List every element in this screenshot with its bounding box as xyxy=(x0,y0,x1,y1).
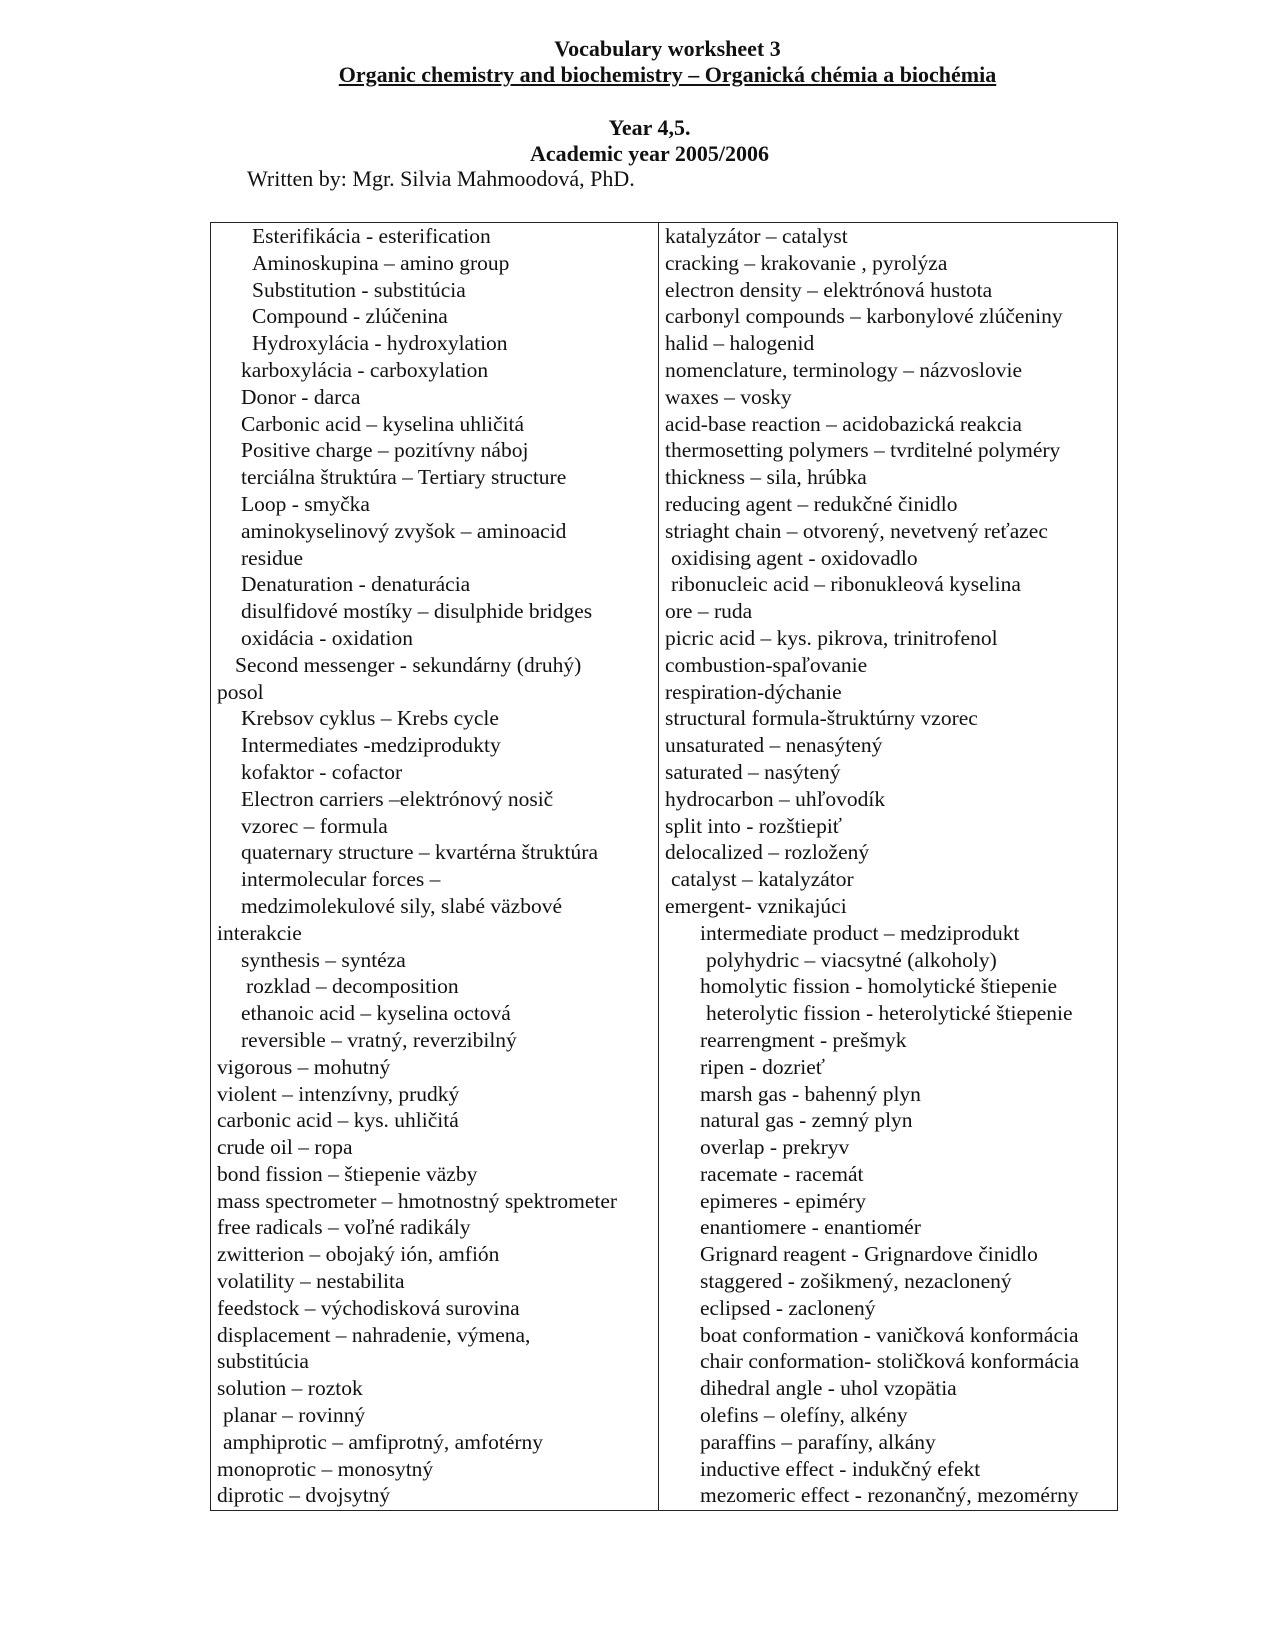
vocab-entry: ribonucleic acid – ribonukleová kyselina xyxy=(671,572,1021,597)
vocab-entry: vzorec – formula xyxy=(241,813,388,838)
vocab-entry: rearrengment - prešmyk xyxy=(700,1027,907,1052)
vocab-entry: natural gas - zemný plyn xyxy=(700,1108,913,1133)
vocab-entry: Krebsov cyklus – Krebs cycle xyxy=(241,706,499,731)
vocab-entry: saturated – nasýtený xyxy=(665,759,841,784)
left-column xyxy=(217,223,657,1509)
vocab-entry: enantiomere - enantiomér xyxy=(700,1215,921,1240)
author-line: Written by: Mgr. Silvia Mahmoodová, PhD. xyxy=(247,166,635,191)
vocab-entry: medzimolekulové sily, slabé väzbové xyxy=(241,893,563,918)
vocab-entry: ethanoic acid – kyselina octová xyxy=(241,1001,511,1026)
column-divider xyxy=(658,223,659,1510)
vocab-entry: volatility – nestabilita xyxy=(217,1269,405,1294)
vocab-entry: oxidising agent - oxidovadlo xyxy=(671,545,918,570)
vocab-entry: striaght chain – otvorený, nevetvený reťazec xyxy=(665,518,1048,543)
vocab-entry: staggered - zošikmený, nezaclonený xyxy=(700,1269,1012,1294)
vocab-entry: ore – ruda xyxy=(665,599,753,624)
vocab-entry: Substitution - substitúcia xyxy=(252,277,466,302)
vocab-entry: epimeres - epiméry xyxy=(700,1188,866,1213)
vocab-entry: homolytic fission - homolytické štiepenie xyxy=(700,974,1058,999)
vocab-entry: delocalized – rozložený xyxy=(665,840,870,865)
vocab-entry: racemate - racemát xyxy=(700,1161,864,1186)
vocab-entry: acid-base reaction – acidobazická reakcia xyxy=(665,411,1022,436)
vocab-entry: substitúcia xyxy=(217,1349,309,1374)
vocab-entry: boat conformation - vaničková konformácia xyxy=(700,1322,1079,1347)
vocab-entry: polyhydric – viacsytné (alkoholy) xyxy=(706,947,997,972)
vocab-entry: Intermediates -medziprodukty xyxy=(241,733,501,758)
vocab-entry: respiration-dýchanie xyxy=(665,679,842,704)
vocab-entry: synthesis – syntéza xyxy=(241,947,406,972)
vocab-entry: disulfidové mostíky – disulphide bridges xyxy=(241,599,593,624)
vocabulary-table xyxy=(210,222,1118,1511)
vocab-entry: interakcie xyxy=(217,920,302,945)
vocab-entry: unsaturated – nenasýtený xyxy=(665,733,883,758)
vocab-entry: residue xyxy=(241,545,304,570)
vocab-entry: intermediate product – medziprodukt xyxy=(700,920,1020,945)
vocab-entry: cracking – krakovanie , pyrolýza xyxy=(665,250,948,275)
vocab-entry: feedstock – východisková surovina xyxy=(217,1295,520,1320)
vocab-entry: Denaturation - denaturácia xyxy=(241,572,471,597)
vocab-entry: amphiprotic – amfiprotný, amfotérny xyxy=(223,1429,544,1454)
vocab-entry: intermolecular forces – xyxy=(241,867,441,892)
vocab-entry: mezomeric effect - rezonančný, mezomérny xyxy=(700,1483,1079,1508)
vocab-entry: olefins – olefíny, alkény xyxy=(700,1403,908,1428)
vocab-entry: quaternary structure – kvartérna štruktúra xyxy=(241,840,598,865)
vocab-entry: split into - rozštiepiť xyxy=(665,813,842,838)
vocab-entry: marsh gas - bahenný plyn xyxy=(700,1081,921,1106)
vocab-entry: posol xyxy=(217,679,264,704)
vocab-entry: emergent- vznikajúci xyxy=(665,893,847,918)
vocab-entry: electron density – elektrónová hustota xyxy=(665,277,993,302)
vocab-entry: carbonyl compounds – karbonylové zlúčeniny xyxy=(665,304,1063,329)
vocab-entry: Positive charge – pozitívny náboj xyxy=(241,438,529,463)
vocab-entry: overlap - prekryv xyxy=(700,1135,850,1160)
vocab-entry: thickness – sila, hrúbka xyxy=(665,465,867,490)
vocab-entry: katalyzátor – catalyst xyxy=(665,224,848,248)
right-column xyxy=(665,223,1117,1509)
vocab-entry: chair conformation- stoličková konformácia xyxy=(700,1349,1080,1374)
vocab-entry: Electron carriers –elektrónový nosič xyxy=(241,786,554,811)
vocab-entry: free radicals – voľné radikály xyxy=(217,1215,471,1240)
vocab-entry: bond fission – štiepenie väzby xyxy=(217,1161,478,1186)
vocab-entry: violent – intenzívny, prudký xyxy=(217,1081,460,1106)
vocab-entry: monoprotic – monosytný xyxy=(217,1456,434,1481)
vocab-entry: Hydroxylácia - hydroxylation xyxy=(252,331,508,356)
vocab-entry: dihedral angle - uhol vzopätia xyxy=(700,1376,957,1401)
vocab-entry: Donor - darca xyxy=(241,384,361,409)
vocab-entry: kofaktor - cofactor xyxy=(241,759,403,784)
vocab-entry: paraffins – parafíny, alkány xyxy=(700,1429,936,1454)
vocab-entry: oxidácia - oxidation xyxy=(241,625,413,650)
vocab-entry: reducing agent – redukčné činidlo xyxy=(665,491,958,516)
vocab-entry: hydrocarbon – uhľovodík xyxy=(665,786,886,811)
vocab-entry: crude oil – ropa xyxy=(217,1135,353,1160)
vocab-entry: aminokyselinový zvyšok – aminoacid xyxy=(241,518,567,543)
vocab-entry: terciálna štruktúra – Tertiary structure xyxy=(241,465,567,490)
worksheet-subtitle: Organic chemistry and biochemistry – Organická chémia a biochémia xyxy=(338,62,997,87)
vocab-entry: nomenclature, terminology – názvoslovie xyxy=(665,357,1023,382)
vocab-entry: thermosetting polymers – tvrditelné polyméry xyxy=(665,438,1061,463)
vocab-entry: vigorous – mohutný xyxy=(217,1054,391,1079)
vocab-entry: inductive effect - indukčný efekt xyxy=(700,1456,981,1481)
vocab-entry: structural formula-štruktúrny vzorec xyxy=(665,706,978,731)
vocab-entry: planar – rovinný xyxy=(223,1403,366,1428)
vocab-entry: carbonic acid – kys. uhličitá xyxy=(217,1108,459,1133)
vocab-entry: Loop - smyčka xyxy=(241,491,370,516)
year-label: Year 4,5. xyxy=(608,115,691,140)
vocab-entry: Esterifikácia - esterification xyxy=(252,224,491,248)
vocab-entry: ripen - dozrieť xyxy=(700,1054,825,1079)
vocab-entry: eclipsed - zaclonený xyxy=(700,1295,876,1320)
vocab-entry: waxes – vosky xyxy=(665,384,792,409)
vocab-entry: reversible – vratný, reverzibilný xyxy=(241,1027,517,1052)
vocab-entry: halid – halogenid xyxy=(665,331,815,356)
vocab-entry: Second messenger - sekundárny (druhý) xyxy=(235,652,582,677)
vocab-entry: diprotic – dvojsytný xyxy=(217,1483,391,1508)
vocab-entry: heterolytic fission - heterolytické štiepenie xyxy=(706,1001,1073,1026)
vocab-entry: solution – roztok xyxy=(217,1376,363,1401)
vocab-entry: Carbonic acid – kyselina uhličitá xyxy=(241,411,524,436)
vocab-entry: Compound - zlúčenina xyxy=(252,304,448,329)
vocab-entry: mass spectrometer – hmotnostný spektrometer xyxy=(217,1188,618,1213)
vocab-entry: picric acid – kys. pikrova, trinitrofenol xyxy=(665,625,998,650)
vocab-entry: catalyst – katalyzátor xyxy=(671,867,854,892)
vocab-entry: zwitterion – obojaký ión, amfión xyxy=(217,1242,500,1267)
vocab-entry: rozklad – decomposition xyxy=(246,974,459,999)
academic-year-label: Academic year 2005/2006 xyxy=(529,141,770,166)
vocab-entry: Aminoskupina – amino group xyxy=(252,250,510,275)
vocab-entry: Grignard reagent - Grignardove činidlo xyxy=(700,1242,1038,1267)
vocab-entry: combustion-spaľovanie xyxy=(665,652,868,677)
worksheet-title: Vocabulary worksheet 3 xyxy=(554,36,781,61)
vocab-entry: displacement – nahradenie, výmena, xyxy=(217,1322,531,1347)
vocab-entry: karboxylácia - carboxylation xyxy=(241,357,489,382)
